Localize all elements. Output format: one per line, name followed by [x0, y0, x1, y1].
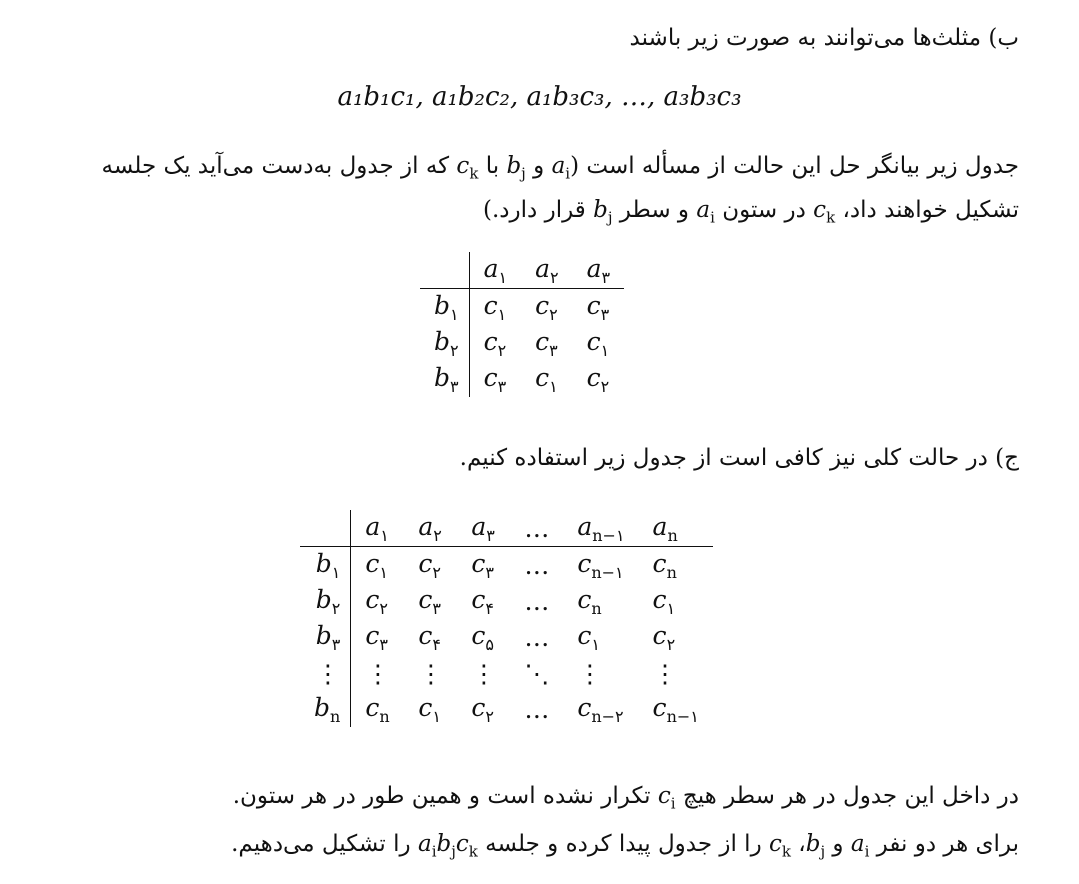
table-cell: $c_۳$ [483, 362, 507, 396]
row-header: $b_۳$ [300, 619, 351, 655]
table-row [300, 619, 713, 655]
math-ci: $c_i$ [657, 783, 676, 813]
table-row [420, 361, 624, 397]
table-row [300, 691, 713, 727]
table-cell: $c_{n-۱}$ [577, 548, 624, 582]
table-cell: ⋮ [652, 658, 678, 688]
math-ai: $a_i$ [696, 196, 715, 227]
table-cell: … [524, 550, 550, 580]
table-cell: … [524, 694, 550, 724]
table-cell: $c_۳$ [535, 326, 558, 360]
row-header: $b_۱$ [300, 547, 351, 584]
table-cell: $c_n$ [365, 692, 390, 726]
row-header: $b_۲$ [300, 583, 351, 619]
header-row [420, 252, 624, 289]
table-cell: $c_n$ [577, 584, 602, 618]
table-cell: $c_۱$ [577, 620, 600, 654]
math-ck: $c_k$ [813, 196, 836, 227]
table-cell: ⋱ [524, 658, 550, 688]
table-cell: $c_۱$ [535, 362, 558, 396]
column-header: $a_۳$ [457, 510, 510, 547]
header-row [300, 510, 713, 547]
math-bj: $b_j$ [506, 153, 526, 183]
column-header: $a_۱$ [469, 252, 521, 289]
column-header: $a_{n-۱}$ [563, 510, 638, 547]
corner-cell [300, 510, 351, 547]
table-cell: $c_۳$ [586, 290, 610, 324]
math-bj: $b_j$ [805, 831, 826, 861]
table-cell: $c_۳$ [471, 548, 494, 582]
triples-list: a₁b₁c₁, a₁b₂c₂, a₁b₃c₃, …, a₃b₃c₃ [337, 82, 742, 112]
table-cell: $c_۱$ [652, 584, 676, 618]
column-header: $a_۳$ [573, 252, 625, 289]
table-cell: ⋮ [471, 658, 497, 688]
table-cell: $c_n$ [652, 548, 677, 582]
table-cell: $c_۵$ [471, 620, 494, 654]
table-cell: … [524, 622, 550, 652]
explanation-line-2: تشکیل خواهند داد، $c_k$ در ستون $a_i$ و سطر $b_j$ قرار دارد.) [483, 196, 1019, 227]
table-cell: $c_۱$ [365, 548, 388, 582]
table-cell: $c_{n-۱}$ [652, 692, 699, 726]
table-cell: $c_۴$ [418, 620, 441, 654]
table-cell: $c_۲$ [535, 290, 558, 324]
math-ck: $c_k$ [456, 153, 479, 183]
table-row [300, 547, 713, 584]
row-header: ⋮ [300, 655, 351, 691]
table-row [420, 325, 624, 361]
math-ck: $c_k$ [769, 831, 791, 861]
explanation-line-1: جدول زیر بیانگر حل این حالت از مسأله است ($a_i$ و $b_j$ با $c_k$ که از جدول به‌دست می‌آید یک جلسه [101, 153, 1019, 183]
table-general [300, 510, 713, 727]
row-header: $b_۱$ [420, 289, 469, 326]
table-row [300, 655, 713, 691]
corner-cell [420, 252, 469, 289]
table-cell: … [524, 586, 550, 616]
table-cell: $c_۲$ [586, 362, 610, 396]
row-header: $b_n$ [300, 691, 351, 727]
table-cell: $c_۲$ [418, 548, 441, 582]
closing-line-2: برای هر دو نفر $a_i$ و $b_j،$ $c_k$ را از جدول پیدا کرده و جلسه $a_ib_jc_k$ را تشکیل می‌دهیم. [231, 831, 1019, 861]
column-header: $a_۲$ [404, 510, 457, 547]
table-row [420, 289, 624, 326]
section-b-explanation [59, 148, 1019, 235]
table-cell: $c_۴$ [471, 584, 494, 618]
row-header: $b_۲$ [420, 325, 469, 361]
table-cell: $c_{n-۲}$ [577, 692, 624, 726]
column-header: … [510, 510, 563, 547]
column-header: $a_۲$ [521, 252, 573, 289]
table-cell: $c_۱$ [586, 326, 610, 360]
table-cell: $c_۲$ [471, 692, 494, 726]
table-row [300, 583, 713, 619]
table-cell: $c_۲$ [652, 620, 676, 654]
math-ai: $a_i$ [551, 153, 571, 183]
table-cell: $c_۲$ [483, 326, 507, 360]
section-c-intro: ج) در حالت کلی نیز کافی است از جدول زیر استفاده کنیم. [459, 445, 1019, 471]
math-ai: $a_i$ [850, 831, 870, 861]
column-header: $a_n$ [639, 510, 713, 547]
column-header: $a_۱$ [351, 510, 405, 547]
table-cell: $c_۱$ [418, 692, 441, 726]
closing-line-1: در داخل این جدول در هر سطر هیچ $c_i$ تکرار نشده است و همین طور در هر ستون. [232, 783, 1019, 813]
table-cell: $c_۳$ [418, 584, 441, 618]
table-cell: ⋮ [577, 658, 603, 688]
table-cell: $c_۳$ [365, 620, 388, 654]
table-cell: $c_۲$ [365, 584, 388, 618]
row-header: $b_۳$ [420, 361, 469, 397]
table-cell: $c_۱$ [483, 290, 507, 324]
table-3x3 [420, 252, 624, 397]
math-session: $a_ib_jc_k$ [417, 831, 478, 861]
math-bj: $b_j$ [593, 196, 613, 227]
table-cell: ⋮ [365, 658, 391, 688]
table-cell: ⋮ [418, 658, 444, 688]
section-b-intro: ب) مثلث‌ها می‌توانند به صورت زیر باشند [629, 25, 1019, 51]
